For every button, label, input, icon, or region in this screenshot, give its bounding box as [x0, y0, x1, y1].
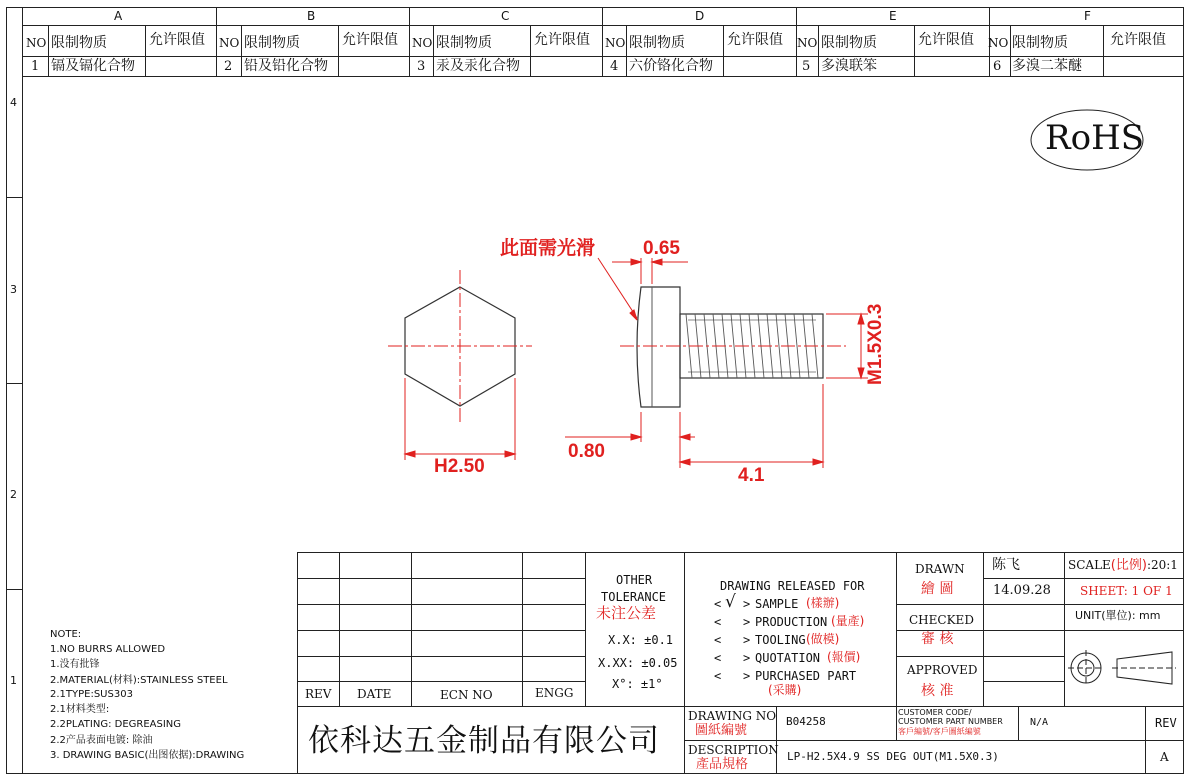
header-substance: 限制物质: [436, 35, 492, 51]
center-lines: [388, 270, 846, 424]
header-no: NO: [797, 36, 818, 50]
header-no: NO: [605, 36, 626, 50]
note-line: 1.没有批锋: [50, 659, 100, 670]
engg-header: ENGG: [535, 686, 574, 700]
release-option-cn: (報價): [827, 650, 861, 664]
release-bracket-open: <: [714, 633, 722, 647]
approved-label: APPROVED: [907, 663, 978, 677]
note-line: 2.2产品表面电镀: 除油: [50, 735, 153, 746]
note-line: 2.1材料类型:: [50, 704, 110, 715]
release-option-cn: (樣辦): [806, 596, 840, 610]
dim-head-thickness: 0.80: [568, 441, 605, 462]
checkmark-icon: √: [725, 592, 736, 612]
zone-col-d: D: [695, 9, 705, 23]
customer-code-label: CUSTOMER CODE/: [898, 708, 972, 717]
customer-code-label: CUSTOMER PART NUMBER: [898, 717, 1003, 726]
header-no: NO: [988, 36, 1009, 50]
item-no: 1: [31, 59, 40, 74]
tolerance-title-cn: 未注公差: [596, 604, 657, 622]
item-no: 4: [610, 59, 619, 74]
tolerance-line: X.X: ±0.1: [608, 633, 674, 647]
zone-col-c: C: [501, 9, 510, 23]
date-header: DATE: [357, 687, 392, 701]
scale-field: [1068, 559, 1178, 572]
dim-thread: M1.5X0.3: [865, 303, 886, 385]
notes-title: NOTE:: [50, 629, 82, 640]
drawing-no-label-cn: 圖紙編號: [695, 723, 748, 738]
release-option-cn: (量產): [831, 614, 865, 628]
drawn-date: 14.09.28: [993, 583, 1051, 598]
release-option-sample: SAMPLE: [755, 597, 799, 611]
item-substance: 铅及铅化合物: [244, 58, 328, 74]
release-option-production: PRODUCTION: [755, 615, 828, 629]
release-title: DRAWING RELEASED FOR: [720, 579, 865, 593]
drawn-by: 陈飞: [992, 557, 1020, 573]
header-limit: 允许限值: [534, 32, 590, 48]
customer-code: N/A: [1030, 717, 1049, 728]
unit-field: [1075, 610, 1160, 621]
tolerance-line: X.XX: ±0.05: [598, 656, 678, 670]
header-substance: 限制物质: [1012, 35, 1068, 51]
unit-value: ): mm: [1127, 609, 1161, 622]
release-bracket-open: <: [714, 651, 722, 665]
unit-label-cn: 單位: [1105, 609, 1128, 622]
header-limit: 允许限值: [149, 32, 205, 48]
drawn-label-cn: 繪 圖: [921, 581, 954, 597]
note-line: 3. DRAWING BASIC(出图依据):DRAWING: [50, 750, 245, 761]
item-substance: 汞及汞化合物: [436, 58, 520, 74]
description-value: LP-H2.5X4.9 SS DEG OUT(M1.5X0.3): [787, 750, 999, 763]
company-name: 依科达五金制品有限公司: [308, 723, 660, 759]
header-no: NO: [219, 36, 240, 50]
release-bracket-close: >: [743, 597, 751, 611]
approved-label-cn: 核 准: [921, 683, 954, 699]
release-option-purchased: PURCHASED PART: [755, 669, 857, 683]
drawn-label: DRAWN: [915, 562, 965, 576]
header-substance: 限制物质: [629, 35, 685, 51]
zone-col-e: E: [889, 9, 897, 23]
scale-label-cn: (比例): [1110, 558, 1147, 573]
description-label-cn: 產品規格: [696, 757, 749, 772]
drawing-no-label: DRAWING NO: [688, 709, 777, 723]
screw-head: [637, 287, 680, 407]
zone-col-b: B: [307, 9, 316, 23]
release-bracket-close: >: [743, 651, 751, 665]
item-substance: 六价铬化合物: [629, 58, 713, 74]
sheet-count: SHEET: 1 OF 1: [1080, 584, 1173, 598]
polish-note: 此面需光滑: [500, 238, 596, 259]
header-limit: 允许限值: [1110, 32, 1166, 48]
tolerance-line: X°: ±1°: [612, 677, 663, 691]
header-limit: 允许限值: [918, 32, 974, 48]
checked-label-cn: 審 核: [921, 631, 954, 647]
release-option-cn: (做模): [806, 632, 840, 646]
tolerance-title: TOLERANCE: [601, 590, 667, 604]
release-bracket-close: >: [743, 633, 751, 647]
customer-code-label-cn: 客戶編號/客戶圖紙編號: [898, 727, 981, 736]
release-bracket-close: >: [743, 669, 751, 683]
tolerance-title: OTHER: [616, 573, 653, 587]
scale-value: :20:1: [1146, 558, 1178, 572]
item-substance: 多溴联笨: [821, 58, 877, 74]
header-substance: 限制物质: [51, 35, 107, 51]
dim-hex-size: H2.50: [434, 456, 485, 477]
note-line: 2.MATERIAL(材料):STAINLESS STEEL: [50, 675, 228, 686]
zone-col-a: A: [114, 9, 123, 23]
item-no: 2: [224, 59, 233, 74]
header-substance: 限制物质: [244, 35, 300, 51]
dim-head-height: 0.65: [643, 238, 680, 259]
drawing-no: B04258: [786, 715, 826, 728]
note-line: 2.2PLATING: DEGREASING: [50, 719, 182, 730]
release-option-cn: (采購): [768, 683, 802, 697]
item-no: 6: [993, 59, 1002, 74]
unit-label: UNIT(: [1075, 609, 1106, 622]
header-limit: 允许限值: [342, 32, 398, 48]
zone-row-3: 3: [10, 283, 17, 296]
outer-frame: [7, 8, 1184, 774]
release-option-tooling: TOOLING: [755, 633, 806, 647]
header-no: NO: [412, 36, 433, 50]
header-limit: 允许限值: [727, 32, 783, 48]
release-bracket-open: <: [714, 597, 722, 611]
release-bracket-open: <: [714, 615, 722, 629]
zone-row-1: 1: [10, 674, 17, 687]
header-substance: 限制物质: [821, 35, 877, 51]
zone-col-f: F: [1084, 9, 1091, 23]
item-no: 3: [417, 59, 426, 74]
header-no: NO: [26, 36, 47, 50]
zone-row-4: 4: [10, 96, 17, 109]
item-no: 5: [802, 59, 811, 74]
release-option-quotation: QUOTATION: [755, 651, 821, 665]
release-bracket-open: <: [714, 669, 722, 683]
dim-length: 4.1: [738, 465, 765, 486]
note-line: 1.NO BURRS ALLOWED: [50, 644, 166, 655]
description-label: DESCRIPTION: [688, 743, 779, 757]
rev-header: REV: [305, 687, 332, 701]
release-bracket-close: >: [743, 615, 751, 629]
item-substance: 镉及镉化合物: [51, 58, 135, 74]
item-substance: 多溴二苯醚: [1012, 58, 1082, 74]
rev-label: REV: [1155, 716, 1177, 730]
scale-label: SCALE: [1068, 558, 1111, 572]
note-line: 2.1TYPE:SUS303: [50, 689, 133, 700]
checked-label: CHECKED: [909, 613, 974, 627]
zone-row-2: 2: [10, 488, 17, 501]
rohs-mark: RoHS: [1045, 118, 1145, 158]
rev-value: A: [1160, 750, 1169, 764]
ecn-header: ECN NO: [440, 688, 493, 702]
